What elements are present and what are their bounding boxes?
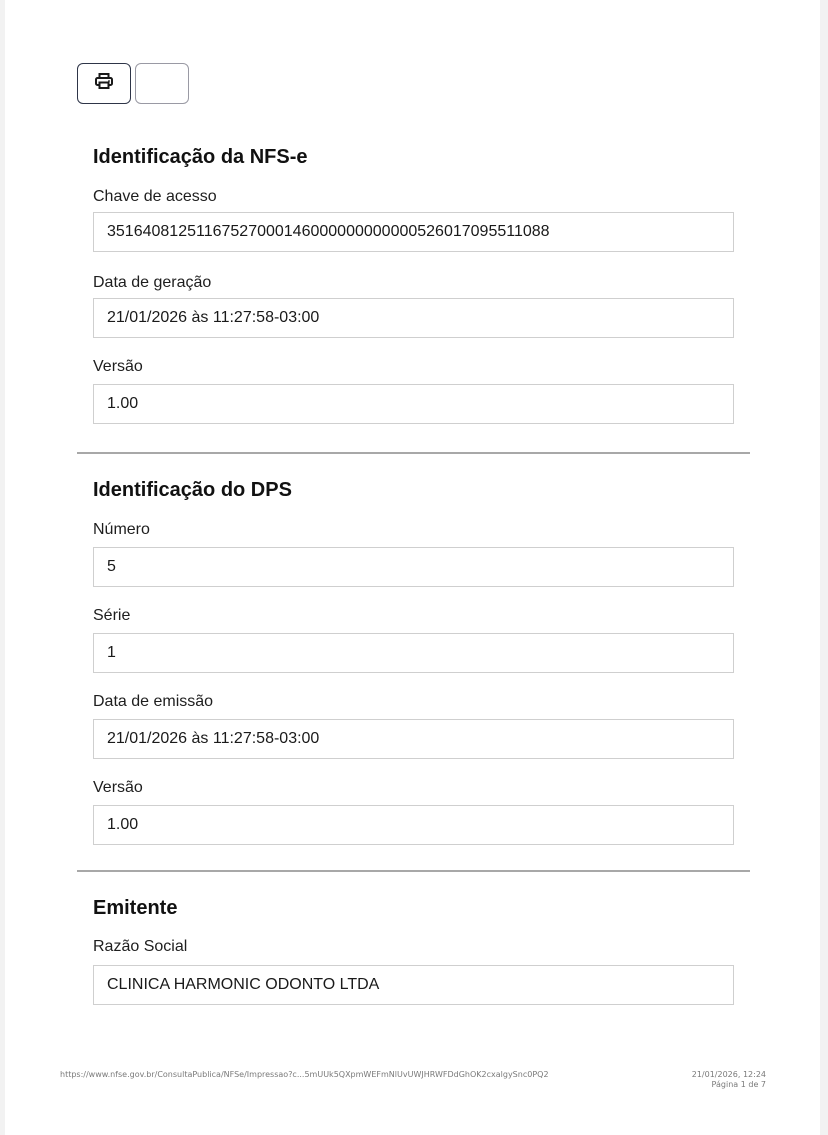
section-emitente <box>93 895 734 1005</box>
data-geracao-label: Data de geração <box>93 274 212 291</box>
numero-label: Número <box>93 521 150 538</box>
toolbar <box>77 63 189 104</box>
versao-nfse-field: 1.00 <box>93 384 734 424</box>
chave-label: Chave de acesso <box>93 188 217 205</box>
print-page <box>5 0 820 1135</box>
footer-datetime: 21/01/2026, 12:24 <box>691 1070 766 1079</box>
printer-icon <box>95 73 113 94</box>
section-dps <box>93 477 734 845</box>
section-divider <box>77 870 750 872</box>
versao-nfse-label: Versão <box>93 358 143 375</box>
data-emissao-label: Data de emissão <box>93 693 214 710</box>
chave-field: 35164081251167527000146000000000000526017095511088 <box>93 212 734 252</box>
section-divider <box>77 452 750 454</box>
section-nfse <box>93 144 734 424</box>
secondary-button[interactable] <box>135 63 189 104</box>
razao-social-field: CLINICA HARMONIC ODONTO LTDA <box>93 965 734 1005</box>
serie-field: 1 <box>93 633 734 673</box>
versao-dps-label: Versão <box>93 779 143 796</box>
data-emissao-field: 21/01/2026 às 11:27:58-03:00 <box>93 719 734 759</box>
section-title-nfse: Identificação da NFS-e <box>93 146 308 168</box>
versao-dps-field: 1.00 <box>93 805 734 845</box>
footer-meta <box>645 1070 766 1090</box>
data-geracao-field: 21/01/2026 às 11:27:58-03:00 <box>93 298 734 338</box>
section-title-emitente: Emitente <box>93 897 178 919</box>
footer-page-number: Página 1 de 7 <box>711 1080 766 1089</box>
print-button[interactable] <box>77 63 131 104</box>
section-title-dps: Identificação do DPS <box>93 479 292 501</box>
numero-field: 5 <box>93 547 734 587</box>
razao-social-label: Razão Social <box>93 938 188 955</box>
footer-url: https://www.nfse.gov.br/ConsultaPublica/NFSe/Impressao?c...5mUUk5QXpmWEFmNlUvUWJHRWFDdGhOK2cxalgySnc0PQ2 <box>60 1070 549 1079</box>
serie-label: Série <box>93 607 131 624</box>
